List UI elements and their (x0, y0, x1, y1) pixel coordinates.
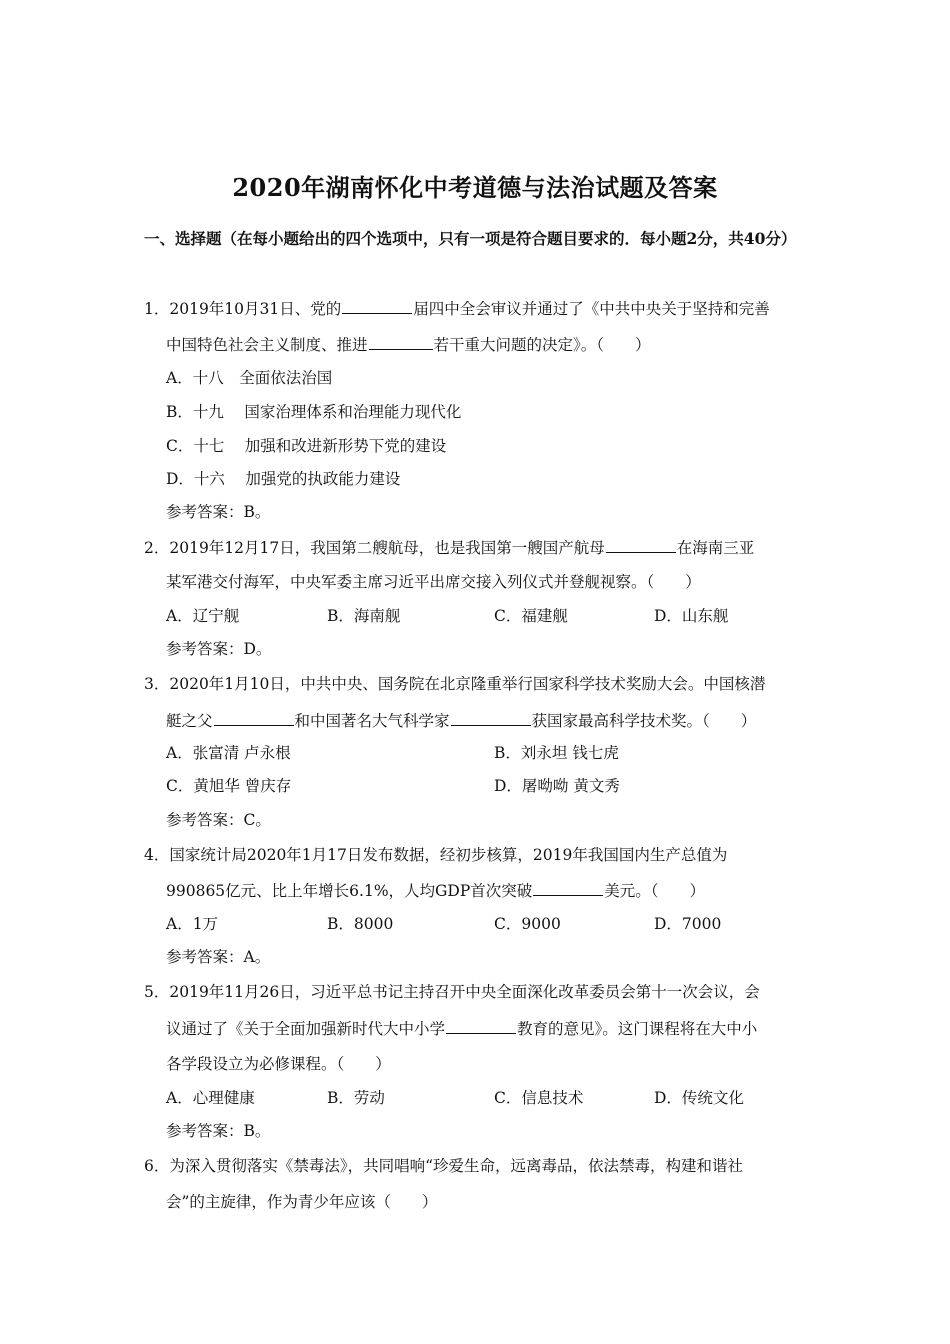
question-5-option-d: D．传统文化 (654, 1089, 744, 1107)
question-3-answer: 参考答案：C。 (166, 811, 271, 829)
question-5-option-a: A．心理健康 (166, 1089, 255, 1107)
answer-blank (606, 537, 676, 553)
question-5-line-1: 5．2019年11月26日，习近平总书记主持召开中央全面深化改革委员会第十一次会议，会 (144, 983, 760, 1001)
question-1-option-d: D．十六 加强党的执政能力建设 (166, 470, 401, 488)
question-5-option-b: B．劳动 (327, 1089, 385, 1107)
question-3-option-b: B．刘永坦 钱七虎 (494, 744, 619, 762)
document-title: 2020年湖南怀化中考道德与法治试题及答案 (232, 173, 718, 202)
answer-blank (446, 1018, 516, 1034)
question-5-line-2: 议通过了《关于全面加强新时代大中小学 教育的意见》。这门课程将在大中小 (166, 1020, 758, 1038)
question-5-line-3: 各学段设立为必修课程。（ ） (166, 1055, 391, 1073)
question-3-option-a: A．张富清 卢永根 (166, 744, 291, 762)
question-3-line-2: 艇之父 和中国著名大气科学家 获国家最高科学技术奖。（ ） (166, 712, 757, 730)
answer-blank (451, 710, 531, 726)
question-1-line-1: 1．2019年10月31日、党的 届四中全会审议并通过了《中共中央关于坚持和完善 (144, 300, 770, 318)
section-heading: 一、选择题（在每小题给出的四个选项中，只有一项是符合题目要求的．每小题2分，共40分） (144, 229, 797, 248)
answer-blank (369, 334, 433, 350)
answer-blank (533, 880, 603, 896)
question-5-answer: 参考答案：B。 (166, 1122, 271, 1140)
question-1-answer: 参考答案：B。 (166, 503, 271, 521)
question-2-option-c: C．福建舰 (494, 607, 568, 625)
question-2-line-2: 某军港交付海军，中央军委主席习近平出席交接入列仪式并登舰视察。（ ） (166, 573, 701, 591)
question-2-option-a: A．辽宁舰 (166, 607, 240, 625)
question-6-line-2: 会”的主旋律，作为青少年应该（ ） (166, 1193, 438, 1211)
answer-blank (214, 710, 294, 726)
question-4-line-2: 990865亿元、比上年增长6.1%，人均GDP首次突破 美元。（ ） (166, 882, 706, 900)
question-2-answer: 参考答案：D。 (166, 640, 272, 658)
question-3-line-1: 3．2020年1月10日，中共中央、国务院在北京隆重举行国家科学技术奖励大会。中国核潜 (144, 675, 766, 693)
question-4-option-c: C．9000 (494, 915, 561, 933)
question-4-option-d: D．7000 (654, 915, 722, 933)
question-1-option-b: B．十九 国家治理体系和治理能力现代化 (166, 403, 462, 421)
question-4-option-a: A．1万 (166, 915, 219, 933)
question-4-option-b: B．8000 (327, 915, 394, 933)
question-3-option-c: C．黄旭华 曾庆存 (166, 777, 292, 795)
question-2-line-1: 2．2019年12月17日，我国第二艘航母，也是我国第一艘国产航母 在海南三亚 (144, 539, 755, 557)
question-2-option-d: D．山东舰 (654, 607, 729, 625)
question-2-option-b: B．海南舰 (327, 607, 401, 625)
question-3-option-d: D．屠呦呦 黄文秀 (494, 777, 620, 795)
question-5-option-c: C．信息技术 (494, 1089, 584, 1107)
question-6-line-1: 6．为深入贯彻落实《禁毒法》，共同唱响“珍爱生命，远离毒品，依法禁毒，构建和谐社 (144, 1157, 744, 1175)
question-4-line-1: 4．国家统计局2020年1月17日发布数据，经初步核算，2019年我国国内生产总值为 (144, 846, 728, 864)
question-1-option-c: C．十七 加强和改进新形势下党的建设 (166, 437, 447, 455)
question-1-option-a: A．十八 全面依法治国 (166, 369, 333, 387)
question-1-line-2: 中国特色社会主义制度、推进 若干重大问题的决定》。（ ） (166, 336, 651, 354)
answer-blank (342, 298, 412, 314)
question-4-answer: 参考答案：A。 (166, 948, 271, 966)
